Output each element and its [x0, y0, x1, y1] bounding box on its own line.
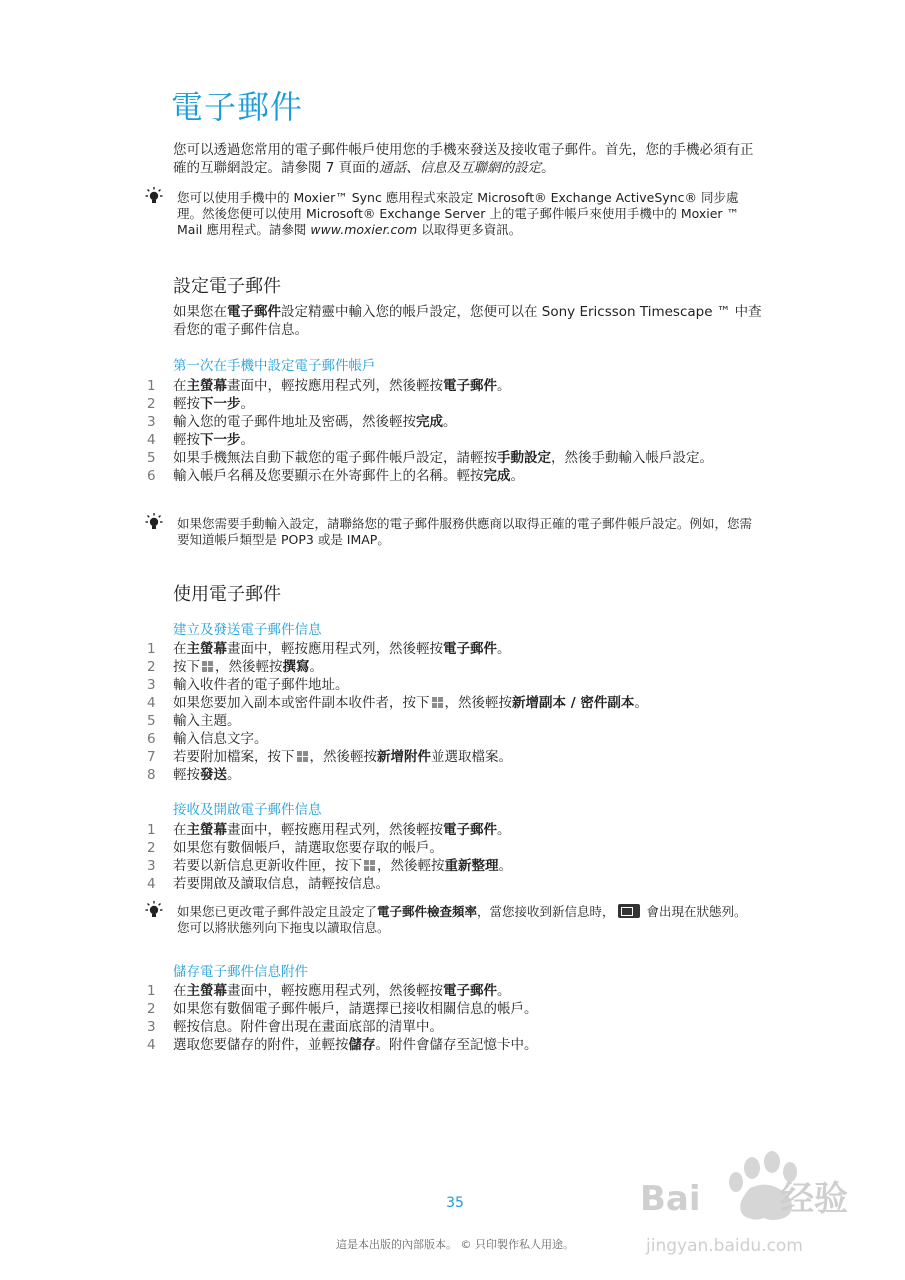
tip-text-a: 您可以使用手機中的 Moxier™ Sync 應用程式來設定 Microsoft® Exchange ActiveSync® 同步處理。然後您便可以使用 Microsoft® Exchange Server 上的電子郵件帳戶來使用手機中的 Moxier ™ Mail 應用程式。請參閱 [177, 190, 740, 237]
text-run: 輕按 [173, 396, 200, 412]
text-run: 若要以新信息更新收件匣，按下 [173, 858, 362, 874]
text-run: 電子郵件 [443, 378, 497, 394]
text-run: 選取您要儲存的附件，並輕按 [173, 1037, 349, 1053]
text-run: 主螢幕 [186, 378, 227, 394]
text-run: 在 [173, 378, 187, 394]
step-text [173, 982, 733, 1000]
step [147, 413, 733, 431]
footer-note: 這是本出版的內部版本。 © 只印製作私人用途。 [336, 1238, 574, 1251]
step-text [173, 821, 733, 839]
setup-para-a: 如果您在 [173, 304, 227, 320]
text-run: 完成 [416, 414, 443, 430]
text-run: 輕按 [173, 767, 200, 783]
step-text [173, 748, 733, 766]
step-number: 5 [147, 450, 156, 466]
step-number: 3 [147, 858, 156, 874]
text-run: ，當您接收到新信息時， [477, 904, 615, 919]
page-title: 電子郵件 [171, 88, 304, 126]
step-number: 1 [147, 822, 156, 838]
step [147, 694, 733, 712]
lightbulb-icon [143, 186, 165, 208]
text-run: 重新整理 [444, 858, 499, 874]
step [147, 766, 733, 784]
text-run: 畫面中，輕按應用程式列，然後輕按 [227, 983, 443, 999]
text-run: 。 [443, 414, 457, 430]
text-run: ，然後輕按 [215, 659, 283, 675]
subheading-compose: 建立及發送電子郵件信息 [173, 622, 322, 638]
text-run: 儲存 [348, 1037, 376, 1053]
text-run: 。 [510, 468, 524, 484]
step [147, 640, 733, 658]
text-run: 在 [173, 641, 187, 657]
step-text [173, 676, 733, 694]
text-run: 主螢幕 [186, 983, 227, 999]
text-run: ，然後輕按 [377, 858, 445, 874]
text-run: 如果手機無法自動下載您的電子郵件帳戶設定，請輕按 [173, 450, 497, 466]
text-run: 主螢幕 [186, 641, 227, 657]
step [147, 982, 733, 1000]
text-run: 。附件會儲存至記憶卡中。 [375, 1037, 538, 1053]
subheading-first-setup: 第一次在手機中設定電子郵件帳戶 [173, 358, 376, 374]
text-run: 輸入收件者的電子郵件地址。 [173, 677, 349, 693]
step [147, 658, 733, 676]
text-run: 。 [634, 695, 648, 711]
step [147, 857, 733, 875]
text-run: 按下 [173, 659, 200, 675]
step-text [173, 1036, 733, 1054]
step [147, 377, 733, 395]
text-run: 。 [309, 659, 323, 675]
menu-grid-icon [297, 751, 308, 762]
intro-paragraph [173, 141, 763, 177]
text-run: ，然後輕按 [309, 749, 377, 765]
step-text [173, 1000, 733, 1018]
tip-text [177, 904, 757, 936]
svg-text:经验: 经验 [780, 1179, 848, 1219]
menu-grid-icon [432, 697, 443, 708]
steps-save-attachment [147, 982, 733, 1054]
step [147, 676, 733, 694]
text-run: 畫面中，輕按應用程式列，然後輕按 [227, 378, 443, 394]
step [147, 712, 733, 730]
text-run: 手動設定 [497, 450, 551, 466]
step-number: 7 [147, 749, 156, 765]
lightbulb-icon [143, 900, 165, 922]
step [147, 395, 733, 413]
text-run: 撰寫 [282, 659, 310, 675]
text-run: 輕按信息。附件會出現在畫面底部的清單中。 [173, 1019, 443, 1035]
section-heading-use: 使用電子郵件 [173, 584, 281, 605]
text-run: 發送 [200, 767, 227, 783]
text-run: 輸入您的電子郵件地址及密碼，然後輕按 [173, 414, 416, 430]
text-run: 下一步 [200, 396, 241, 412]
subheading-save-attachment: 儲存電子郵件信息附件 [173, 964, 308, 980]
step [147, 1000, 733, 1018]
step-number: 1 [147, 641, 156, 657]
step-number: 1 [147, 983, 156, 999]
text-run: 新增附件 [377, 749, 431, 765]
step [147, 1018, 733, 1036]
text-run: 電子郵件 [443, 822, 497, 838]
text-run: ，然後手動輸入帳戶設定。 [551, 450, 713, 466]
step-text [173, 658, 733, 676]
step-number: 6 [147, 468, 156, 484]
text-run: ，然後輕按 [444, 695, 512, 711]
menu-grid-icon [202, 661, 213, 672]
text-run: 電子郵件 [443, 641, 497, 657]
step-number: 4 [147, 695, 156, 711]
text-run: 若要附加檔案，按下 [173, 749, 295, 765]
watermark-url: jingyan.baidu.com [646, 1236, 803, 1256]
step-text [173, 467, 733, 485]
steps-compose [147, 640, 733, 784]
section-heading-setup: 設定電子郵件 [173, 276, 281, 297]
step-text [173, 377, 733, 395]
text-run: 輸入信息文字。 [173, 731, 268, 747]
step-number: 1 [147, 378, 156, 394]
step-number: 3 [147, 677, 156, 693]
intro-end: 。 [541, 160, 555, 176]
text-run: 如果您有數個帳戶，請選取您要存取的帳戶。 [173, 840, 443, 856]
step-number: 2 [147, 840, 156, 856]
step [147, 730, 733, 748]
step-text [173, 766, 733, 784]
text-run: 。 [497, 983, 511, 999]
step [147, 839, 733, 857]
tip-text: 如果您需要手動輸入設定，請聯絡您的電子郵件服務供應商以取得正確的電子郵件帳戶設定。例如，您需要知道帳戶類型是 POP3 或是 IMAP。 [177, 516, 753, 547]
text-run: 。 [498, 858, 512, 874]
step-text [173, 730, 733, 748]
lightbulb-icon [143, 512, 165, 534]
step-number: 3 [147, 414, 156, 430]
setup-para-b: 設定精靈中輸入您的帳戶設定，您便可以在 Sony Ericsson Timescape ™ 中查看您的電子郵件信息。 [173, 304, 762, 338]
step-text [173, 640, 733, 658]
step-text [173, 839, 733, 857]
subheading-receive: 接收及開啟電子郵件信息 [173, 802, 322, 818]
text-run: 在 [173, 822, 187, 838]
menu-grid-icon [364, 860, 375, 871]
step-text [173, 857, 733, 875]
text-run: 輸入主題。 [173, 713, 241, 729]
text-run: 。 [497, 378, 511, 394]
step [147, 821, 733, 839]
text-run: 。 [240, 432, 254, 448]
text-run: 。 [240, 396, 254, 412]
text-run: 並選取檔案。 [431, 749, 512, 765]
intro-reference: 通話、信息及互聯網的設定 [379, 160, 542, 176]
tip-text-b: 以取得更多資訊。 [417, 222, 522, 237]
text-run: 電子郵件檢查頻率 [377, 904, 478, 919]
svg-text:Bai: Bai [640, 1179, 701, 1219]
step-text [173, 1018, 733, 1036]
text-run: 下一步 [200, 432, 241, 448]
text-run: 在 [173, 983, 187, 999]
step-number: 8 [147, 767, 156, 783]
steps-receive [147, 821, 733, 893]
text-run: 完成 [483, 468, 511, 484]
text-run: 會出現在狀態列。您可以將狀態列向下拖曳以讀取信息。 [177, 904, 747, 935]
step-number: 3 [147, 1019, 156, 1035]
moxier-url: www.moxier.com [310, 222, 418, 237]
text-run: 新增副本 / 密件副本 [512, 695, 635, 711]
text-run: 電子郵件 [443, 983, 497, 999]
text-run: 。 [227, 767, 241, 783]
text-run: 如果您有數個電子郵件帳戶，請選擇已接收相關信息的帳戶。 [173, 1001, 538, 1017]
text-run: 如果您已更改電子郵件設定且設定了 [177, 904, 378, 919]
text-run: 輸入帳戶名稱及您要顯示在外寄郵件上的名稱。輕按 [173, 468, 484, 484]
step-number: 2 [147, 396, 156, 412]
page-number: 35 [446, 1195, 464, 1211]
tip-text [177, 190, 757, 238]
step-number: 4 [147, 876, 156, 892]
step-text [173, 449, 713, 467]
text-run: 如果您要加入副本或密件副本收件者，按下 [173, 695, 430, 711]
text-run: 。 [497, 641, 511, 657]
steps-first-setup [147, 377, 733, 485]
step-text [173, 875, 733, 893]
text-run: 輕按 [173, 432, 200, 448]
intro-text: 您可以透過您常用的電子郵件帳戶使用您的手機來發送及接收電子郵件。首先，您的手機必須有正確的互聯網設定。請參閱 7 頁面的 [173, 142, 754, 176]
step [147, 431, 733, 449]
step-number: 2 [147, 659, 156, 675]
step [147, 467, 733, 485]
step-number: 4 [147, 1037, 156, 1053]
new-email-notification-icon [618, 904, 640, 918]
step-text [173, 413, 733, 431]
step-number: 5 [147, 713, 156, 729]
step-text [173, 712, 733, 730]
step-number: 4 [147, 432, 156, 448]
step [147, 875, 733, 893]
step [147, 1036, 733, 1054]
step-text [173, 431, 733, 449]
text-run: 畫面中，輕按應用程式列，然後輕按 [227, 822, 443, 838]
setup-para-bold: 電子郵件 [227, 304, 281, 320]
text-run: 畫面中，輕按應用程式列，然後輕按 [227, 641, 443, 657]
step [147, 748, 733, 766]
step-text [173, 694, 733, 712]
step [147, 449, 733, 467]
text-run: 主螢幕 [186, 822, 227, 838]
text-run: 若要開啟及讀取信息，請輕按信息。 [173, 876, 389, 892]
step-number: 6 [147, 731, 156, 747]
setup-paragraph [173, 303, 763, 339]
step-number: 2 [147, 1001, 156, 1017]
step-text [173, 395, 733, 413]
text-run: 。 [497, 822, 511, 838]
